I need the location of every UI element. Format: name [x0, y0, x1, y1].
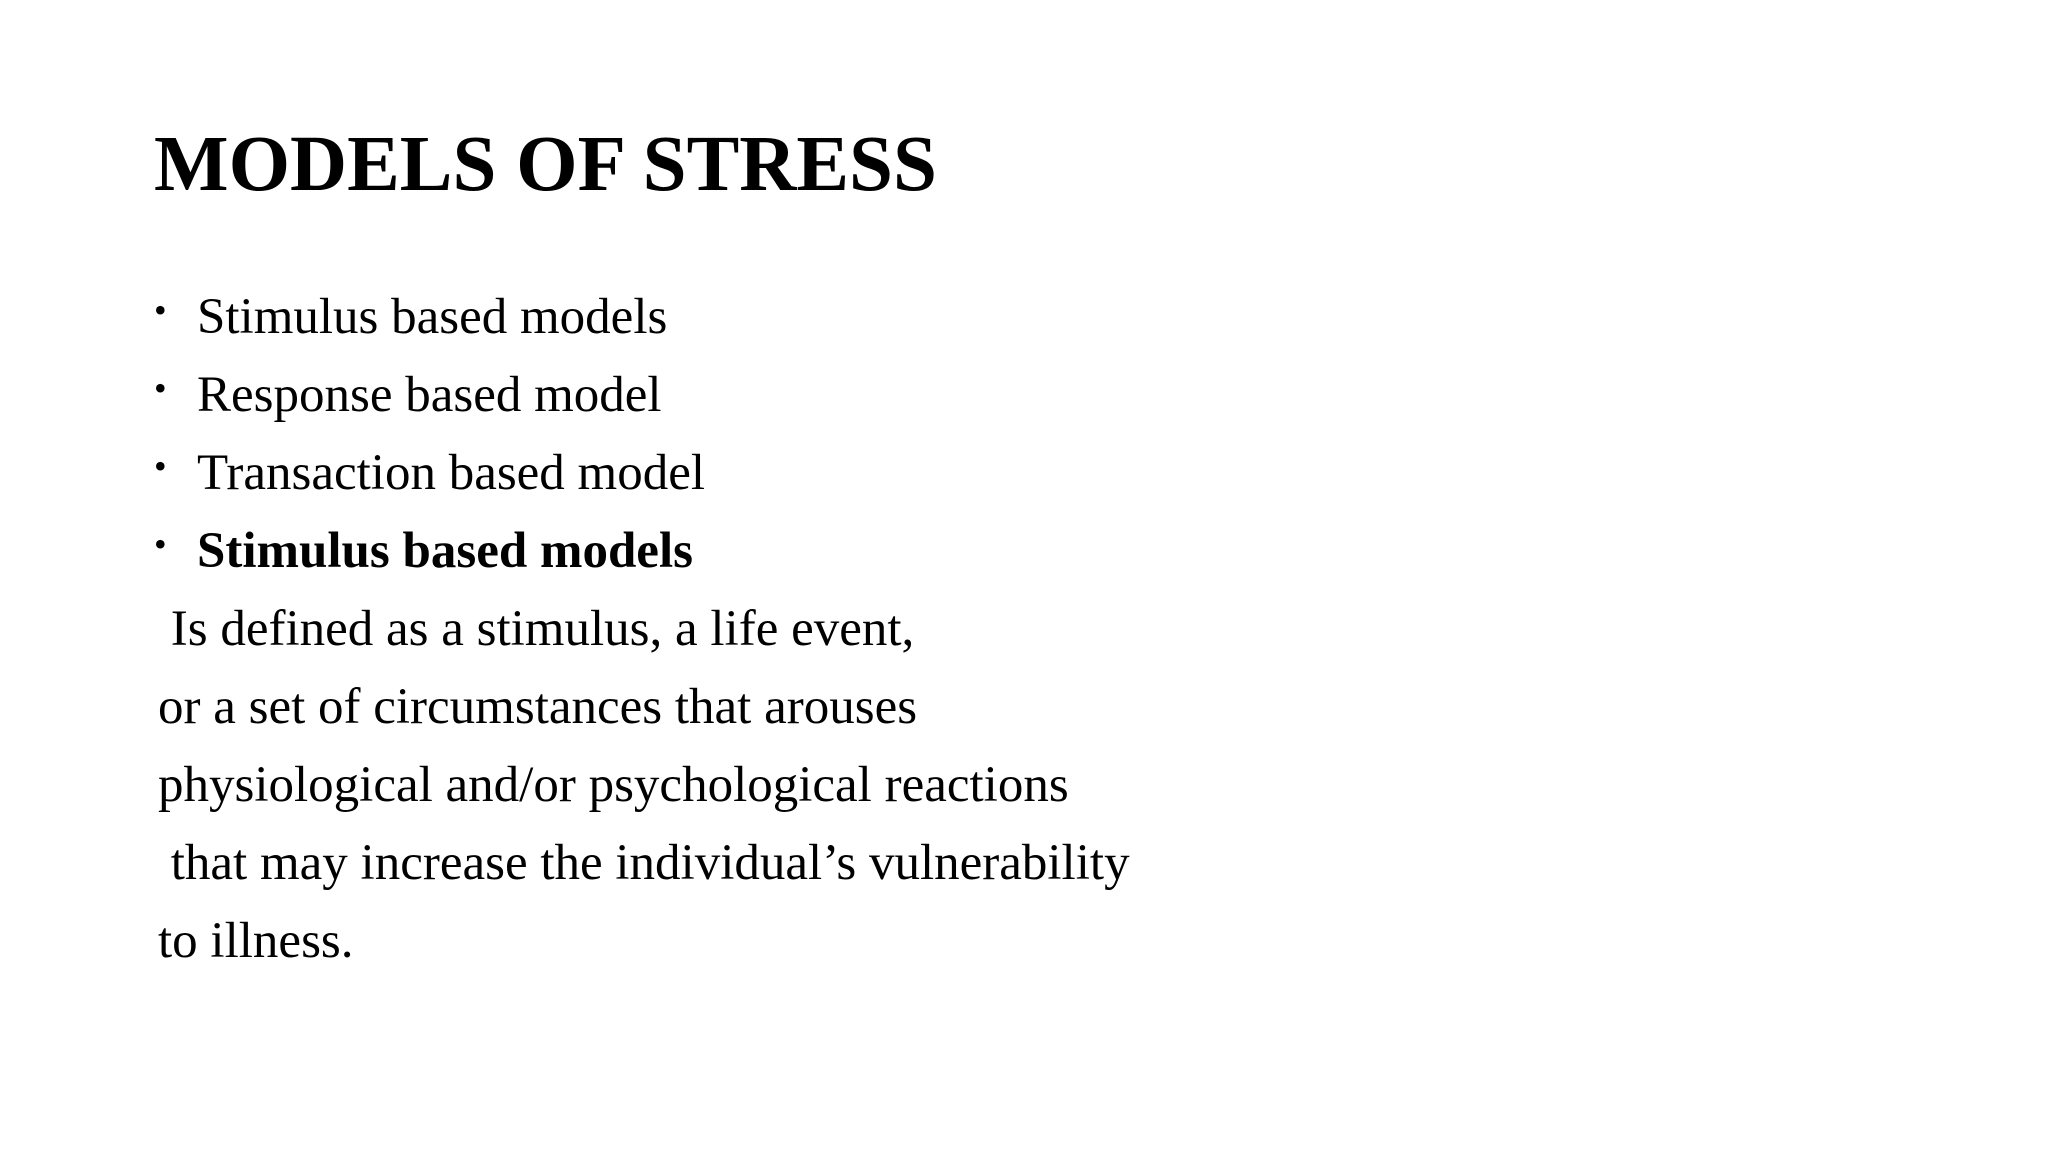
slide-title: MODELS OF STRESS: [154, 121, 937, 208]
bullet-text-bold: Stimulus based models: [197, 523, 693, 579]
definition-line: that may increase the individual’s vulnerability: [158, 835, 1130, 891]
definition-paragraph: [158, 590, 1130, 980]
bullet-text: Stimulus based models: [197, 289, 668, 345]
bullet-item: [154, 356, 705, 434]
bullet-item: [154, 512, 705, 590]
bullet-icon: •: [154, 524, 167, 564]
bullet-text: Transaction based model: [197, 445, 706, 501]
bullet-icon: •: [154, 446, 167, 486]
bullet-icon: •: [154, 368, 167, 408]
definition-line: physiological and/or psychological reactions: [158, 757, 1069, 813]
bullet-item: [154, 278, 705, 356]
bullet-icon: •: [154, 290, 167, 330]
bullet-text: Response based model: [197, 367, 662, 423]
bullet-list: [154, 278, 705, 590]
definition-line: Is defined as a stimulus, a life event,: [158, 601, 915, 657]
definition-line: or a set of circumstances that arouses: [158, 679, 918, 735]
definition-line: to illness.: [158, 913, 354, 969]
bullet-item: [154, 434, 705, 512]
